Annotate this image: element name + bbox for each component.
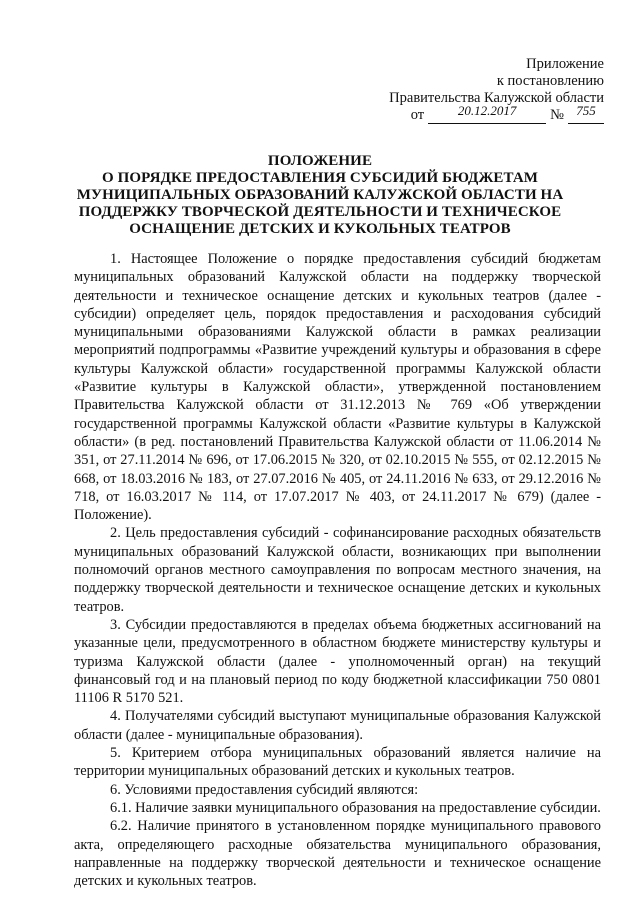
- document-title: [70, 153, 570, 238]
- date-blank: [428, 103, 546, 124]
- paragraph-6: 6. Условиями предоставления субсидий являются:: [110, 781, 419, 798]
- title-line-5: ОСНАЩЕНИЕ ДЕТСКИХ И КУКОЛЬНЫХ ТЕАТРОВ: [129, 221, 511, 237]
- paragraph-5: 5. Критерием отбора муниципальных образований является наличие на территории муниципальных образований детских и кукольных театров.: [74, 745, 601, 780]
- handwritten-date: 20.12.2017: [457, 103, 517, 118]
- appendix-label: Приложение: [526, 56, 604, 72]
- handwritten-number: 755: [576, 103, 596, 118]
- appendix-resolution-label: к постановлению: [496, 73, 604, 89]
- number-label: №: [550, 107, 564, 123]
- title-line-4: ПОДДЕРЖКУ ТВОРЧЕСКОЙ ДЕЯТЕЛЬНОСТИ И ТЕХНИЧЕСКОЕ: [78, 204, 562, 220]
- title-line-2: О ПОРЯДКЕ ПРЕДОСТАВЛЕНИЯ СУБСИДИЙ БЮДЖЕТАМ: [101, 170, 539, 186]
- from-label: от: [410, 107, 425, 123]
- paragraph-6-2: 6.2. Наличие принятого в установленном порядке муниципального правового акта, определяющего расходные обязательства муниципального образования, направленные на поддержку творческой деятельности и техническое оснащение детских и кукольных театров.: [74, 818, 601, 890]
- number-blank: [568, 103, 604, 124]
- title-line-1: ПОЛОЖЕНИЕ: [267, 153, 373, 169]
- paragraph-1: 1. Настоящее Положение о порядке предоставления субсидий бюджетам муниципальных образований Калужской области на поддержку творческой деятельности и техническое оснащение детских и кукольных театров (далее - субсидии) определяет цель, порядок предоставления и расходования субсидий муниципальными образованиями Калужской области в рамках реализации мероприятий подпрограммы «Развитие учреждений культуры и образования в сфере культуры Калужской области» государственной программы Калужской области «Развитие культуры в Калужской области», утвержденной постановлением Правительства Калужской области от 31.12.2013 № 769 «Об утверждении государственной программы Калужской области «Развитие культуры в Калужской области» (в ред. постановлений Правительства Калужской области от 11.06.2014 № 351, от 27.11.2014 № 696, от 17.06.2015 № 320, от 02.10.2015 № 555, от 02.12.2015 № 668, от 18.03.2016 № 183, от 27.07.2016 № 405, от 24.11.2016 № 633, от 29.12.2016 № 718, от 16.03.2017 № 114, от 17.07.2017 № 403, от 24.11.2017 № 679) (далее - Положение).: [74, 251, 601, 524]
- paragraph-6-1: 6.1. Наличие заявки муниципального образования на предоставление субсидии.: [110, 799, 601, 816]
- paragraph-4: 4. Получателями субсидий выступают муниципальные образования Калужской области (далее - муниципальные образования).: [74, 708, 601, 743]
- paragraph-2: 2. Цель предоставления субсидий - софинансирование расходных обязательств муниципальных образований Калужской области, возникающих при выполнении полномочий органов местного самоуправления по вопросам местного значения, на поддержку творческой деятельности и техническое оснащение детских и кукольных театров.: [74, 525, 601, 615]
- appendix-date-line: [364, 103, 604, 124]
- paragraph-3: 3. Субсидии предоставляются в пределах объема бюджетных ассигнований на указанные цели, предусмотренного в областном бюджете министерству культуры и туризма Калужской области (далее - уполномоченный орган) на текущий финансовый год и на плановый период по коду бюджетной классификации 750 0801 11106 R 5170 521.: [74, 616, 601, 707]
- title-line-3: МУНИЦИПАЛЬНЫХ ОБРАЗОВАНИЙ КАЛУЖСКОЙ ОБЛАСТИ НА: [76, 187, 564, 203]
- document-body: [74, 250, 601, 890]
- appendix-header: [364, 56, 604, 124]
- appendix-government-label: Правительства Калужской области: [389, 90, 604, 106]
